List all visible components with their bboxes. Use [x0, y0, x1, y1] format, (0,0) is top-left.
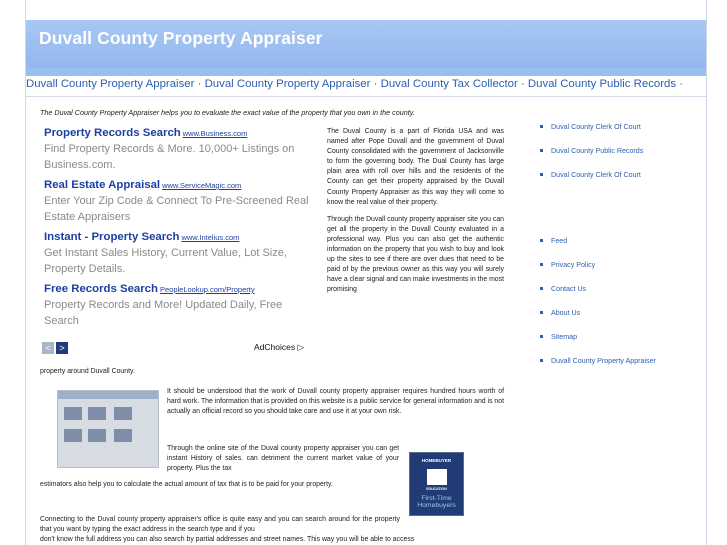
nav-link-public-records[interactable]: Duval County Public Records: [527, 78, 677, 90]
top-nav: [26, 78, 706, 90]
ad-prev-button[interactable]: <: [42, 342, 54, 354]
article-paragraph-end: property around Duvall County.: [40, 368, 135, 375]
article-paragraph: estimators also help you to calculate the actual amount of tax that is to be paid for your property.: [40, 481, 333, 488]
site-title[interactable]: Duvall County Property Appraiser: [39, 28, 323, 48]
ad-description: Property Records and More! Updated Daily, Free Search: [44, 299, 283, 327]
homebuyer-badge-image: [409, 452, 464, 516]
sidebar-link[interactable]: Duval County Public Records: [540, 146, 700, 157]
adchoices-link[interactable]: AdChoices ▷: [254, 342, 305, 352]
article-paragraph: The Duval County is a part of Florida USA and was named after Pope Duvall and the government of Duval County consolidated with the government of Jacksonville to form the governing body. The Dual County has large plain area with roll over hills and the residents of the County can get their property appraised by the Duvall County Property Appraiser as this way they will come to know the real value of their property.: [327, 128, 504, 206]
nav-link-tax-collector[interactable]: Duval County Tax Collector: [380, 78, 518, 90]
article-paragraph: don't know the full address you can also search by partial addresses and street names. This way you will be able to access: [40, 536, 415, 543]
ad-block: [44, 127, 316, 335]
sidebar-link-feed[interactable]: Feed: [540, 236, 700, 247]
bullet-icon: [540, 335, 543, 338]
ad-item[interactable]: [44, 283, 316, 329]
article-paragraph: Through the Duvall county property appraiser site you can get all the property in the Duvall County evaluated in a professional way. Plus you can also get the authentic information on the property that you wish to buy and look up the sites to see if there are over dues that need to be paid of by the previous owner as this way you will surely have a clear signal and can make investments in the most promising: [327, 215, 504, 294]
ad-item[interactable]: [44, 179, 316, 225]
ad-description: Enter Your Zip Code & Connect To Pre-Screened Real Estate Appraisers: [44, 195, 309, 223]
bullet-icon: [540, 125, 543, 128]
bullet-icon: [540, 149, 543, 152]
ad-title[interactable]: Property Records Search: [44, 127, 181, 139]
nav-link-duvall-appraiser[interactable]: Duvall County Property Appraiser: [26, 78, 195, 90]
nav-separator: ·: [520, 78, 525, 90]
nav-separator: ·: [373, 78, 378, 90]
nav-separator: ·: [679, 78, 684, 90]
article-paragraph: Through the online site of the Duval county property appraiser you can get instant History of sales. can detriment the current market value of your property. Plus the tax: [167, 445, 399, 473]
ad-url[interactable]: www.ServiceMagic.com: [162, 181, 242, 190]
sidebar-link-privacy[interactable]: Privacy Policy: [540, 260, 700, 271]
bullet-icon: [540, 359, 543, 362]
bullet-icon: [540, 311, 543, 314]
nav-link-duval-appraiser[interactable]: Duval County Property Appraiser: [204, 78, 371, 90]
bullet-icon: [540, 239, 543, 242]
nav-divider: [26, 96, 706, 97]
ad-description: Find Property Records & More. 10,000+ Listings on Business.com.: [44, 143, 295, 171]
ad-url[interactable]: www.Intelius.com: [181, 233, 240, 242]
ad-title[interactable]: Free Records Search: [44, 283, 158, 295]
ad-item[interactable]: [44, 127, 316, 173]
sidebar-link-contact[interactable]: Contact Us: [540, 284, 700, 295]
sidebar-link-appraiser[interactable]: Duvall County Property Appraiser: [540, 356, 700, 367]
intro-text: The Duval County Property Appraiser helps you to evaluate the exact value of the property that you own in the county.: [40, 108, 415, 117]
ad-title[interactable]: Real Estate Appraisal: [44, 179, 161, 191]
article-thumbnail-image: [57, 390, 159, 468]
ad-description: Get Instant Sales History, Current Value, Lot Size, Property Details.: [44, 247, 287, 275]
sidebar-link[interactable]: Duval County Clerk Of Court: [540, 170, 700, 181]
badge-top-text: HOMEBUYER: [421, 458, 452, 463]
badge-label: First-Time Homebuyers: [417, 495, 456, 509]
bullet-icon: [540, 263, 543, 266]
ad-next-button[interactable]: >: [56, 342, 68, 354]
nav-separator: ·: [197, 78, 202, 90]
sidebar-link-sitemap[interactable]: Sitemap: [540, 332, 700, 343]
sidebar-link[interactable]: Duval County Clerk Of Court: [540, 122, 700, 133]
article-paragraph: Connecting to the Duval county property appraiser's office is quite easy and you can search around for the property that you want by typing the exact address in the search type and if you: [40, 516, 400, 534]
sidebar-link-about[interactable]: About Us: [540, 308, 700, 319]
article-paragraph: It should be understood that the work of Duvall county property appraiser requires hundred hours worth of hard work. The information that is provided on this website is a public service for general information and is not actually an official record so you should take care and use it at your own risk.: [167, 388, 504, 416]
ad-url[interactable]: www.Business.com: [182, 129, 248, 138]
ad-pager: [42, 342, 70, 360]
badge-edu-text: EDUCATION: [426, 487, 447, 491]
ad-url[interactable]: PeopleLookup.com/Property: [159, 285, 255, 294]
bullet-icon: [540, 287, 543, 290]
ad-title[interactable]: Instant - Property Search: [44, 231, 180, 243]
header-band: [26, 68, 706, 76]
article-column: [327, 127, 504, 303]
ad-item[interactable]: [44, 231, 316, 277]
house-icon: [427, 469, 447, 485]
bullet-icon: [540, 173, 543, 176]
site-header: [26, 20, 706, 75]
